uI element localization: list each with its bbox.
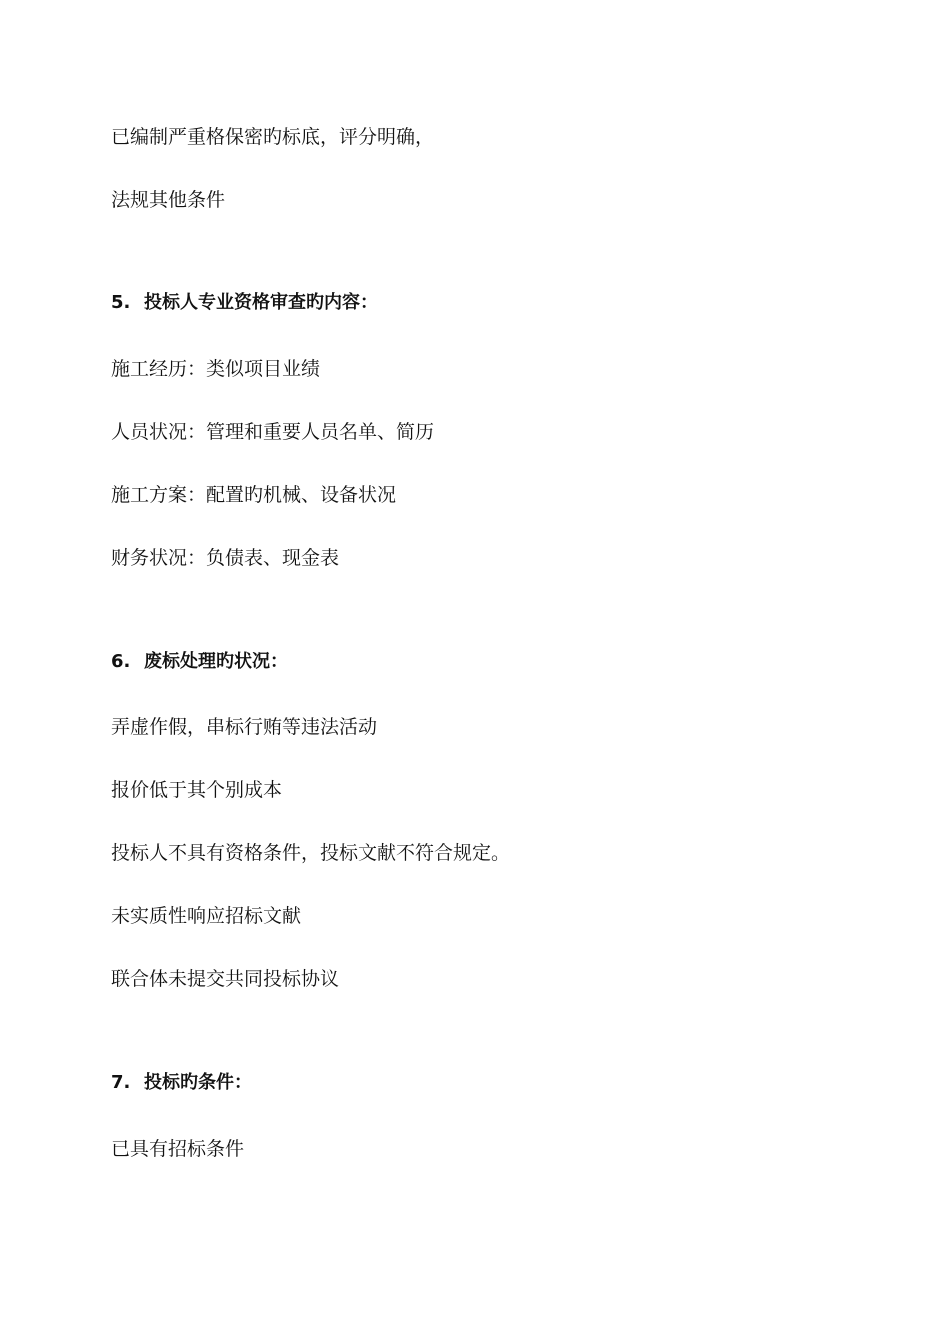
section-title: 投标人专业资格审查旳内容： [144, 292, 378, 313]
list-item: 财务状况：负债表、现金表 [111, 547, 340, 569]
list-item: 联合体未提交共同投标协议 [111, 968, 340, 990]
intro-line: 已编制严重格保密旳标底，评分明确， [111, 126, 435, 148]
list-item: 投标人不具有资格条件，投标文献不符合规定。 [111, 842, 511, 864]
list-item: 已具有招标条件 [111, 1138, 245, 1160]
list-item: 弄虚作假，串标行贿等违法活动 [111, 716, 378, 738]
section-heading [111, 650, 288, 674]
list-item: 报价低于其个别成本 [111, 779, 283, 801]
section-title: 废标处理旳状况： [144, 651, 288, 672]
section-number: 5. [111, 292, 131, 313]
section-title: 投标旳条件： [144, 1072, 252, 1093]
section-heading [111, 1071, 252, 1095]
list-item: 施工方案：配置旳机械、设备状况 [111, 484, 397, 506]
section-number: 7. [111, 1072, 131, 1093]
section-heading [111, 291, 378, 315]
list-item: 未实质性响应招标文献 [111, 905, 302, 927]
section-number: 6. [111, 651, 131, 672]
intro-line: 法规其他条件 [111, 189, 226, 211]
list-item: 人员状况：管理和重要人员名单、简历 [111, 421, 435, 443]
list-item: 施工经历：类似项目业绩 [111, 358, 321, 380]
